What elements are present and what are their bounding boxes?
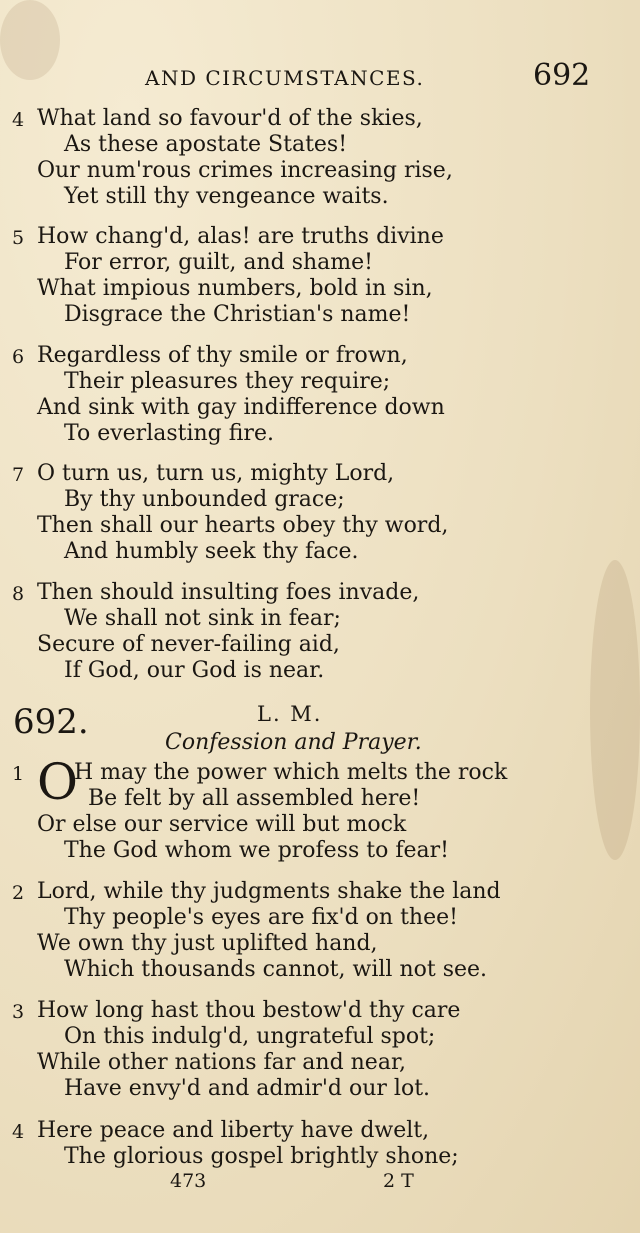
stanza-number: 6 <box>12 346 25 368</box>
verse-line: Have envy'd and admir'd our lot. <box>64 1076 431 1101</box>
verse-line: By thy unbounded grace; <box>64 487 345 512</box>
verse-line: Their pleasures they require; <box>64 369 391 394</box>
stanza-number: 1 <box>12 763 25 785</box>
hymn-number: 692. <box>13 702 89 742</box>
verse-line: Then shall our hearts obey thy word, <box>37 513 449 538</box>
hymn-heading <box>0 700 640 760</box>
stanza-number: 7 <box>12 464 25 486</box>
verse-line: Disgrace the Christian's name! <box>64 302 411 327</box>
signature-mark: 2 T <box>383 1170 414 1192</box>
verse-line: For error, guilt, and shame! <box>64 250 374 275</box>
page-footer <box>0 1170 640 1200</box>
verse-line: Regardless of thy smile or frown, <box>37 343 408 368</box>
verse-line: Secure of never-failing aid, <box>37 632 340 657</box>
drop-cap: O <box>37 753 78 811</box>
verse-line: The glorious gospel brightly shone; <box>64 1144 459 1169</box>
running-title: AND CIRCUMSTANCES. <box>145 66 425 90</box>
verse-line: Yet still thy vengeance waits. <box>64 184 389 209</box>
verse-line: And sink with gay indifference down <box>37 395 445 420</box>
verse-line: H may the power which melts the rock <box>74 760 508 785</box>
verse-line: O turn us, turn us, mighty Lord, <box>37 461 395 486</box>
verse-line: Here peace and liberty have dwelt, <box>37 1118 430 1143</box>
stanza-number: 8 <box>12 583 25 605</box>
verse-line: How chang'd, alas! are truths divine <box>37 224 444 249</box>
stanza-number: 4 <box>12 1121 25 1143</box>
verse-line: Then should insulting foes invade, <box>37 580 420 605</box>
verse-line: Our num'rous crimes increasing rise, <box>37 158 453 183</box>
verse-line: Lord, while thy judgments shake the land <box>37 879 501 904</box>
footer-page-number: 473 <box>170 1170 207 1192</box>
verse-line: What impious numbers, bold in sin, <box>37 276 433 301</box>
verse-line: To everlasting fire. <box>64 421 274 446</box>
hymn-meter: L. M. <box>257 702 323 726</box>
verse-line: While other nations far and near, <box>37 1050 407 1075</box>
page-number: 692 <box>533 58 591 93</box>
verse-line: How long hast thou bestow'd thy care <box>37 998 461 1023</box>
verse-line: As these apostate States! <box>64 132 348 157</box>
verse-line: And humbly seek thy face. <box>64 539 359 564</box>
verse-line: Be felt by all assembled here! <box>88 786 421 811</box>
verse-line: Thy people's eyes are fix'd on thee! <box>64 905 458 930</box>
verse-line: What land so favour'd of the skies, <box>37 106 423 131</box>
verse-line: We shall not sink in fear; <box>64 606 341 631</box>
stanza-number: 2 <box>12 882 25 904</box>
verse-line: On this indulg'd, ungrateful spot; <box>64 1024 436 1049</box>
verse-line: Or else our service will but mock <box>37 812 407 837</box>
stanza-number: 3 <box>12 1001 25 1023</box>
verse-line: The God whom we profess to fear! <box>64 838 449 863</box>
page-header <box>0 58 640 102</box>
stanza-number: 4 <box>12 109 25 131</box>
stanza-number: 5 <box>12 227 25 249</box>
verse-line: Which thousands cannot, will not see. <box>64 957 488 982</box>
verse-line: We own thy just uplifted hand, <box>37 931 378 956</box>
hymn-title: Confession and Prayer. <box>165 730 422 755</box>
verse-line: If God, our God is near. <box>64 658 325 683</box>
